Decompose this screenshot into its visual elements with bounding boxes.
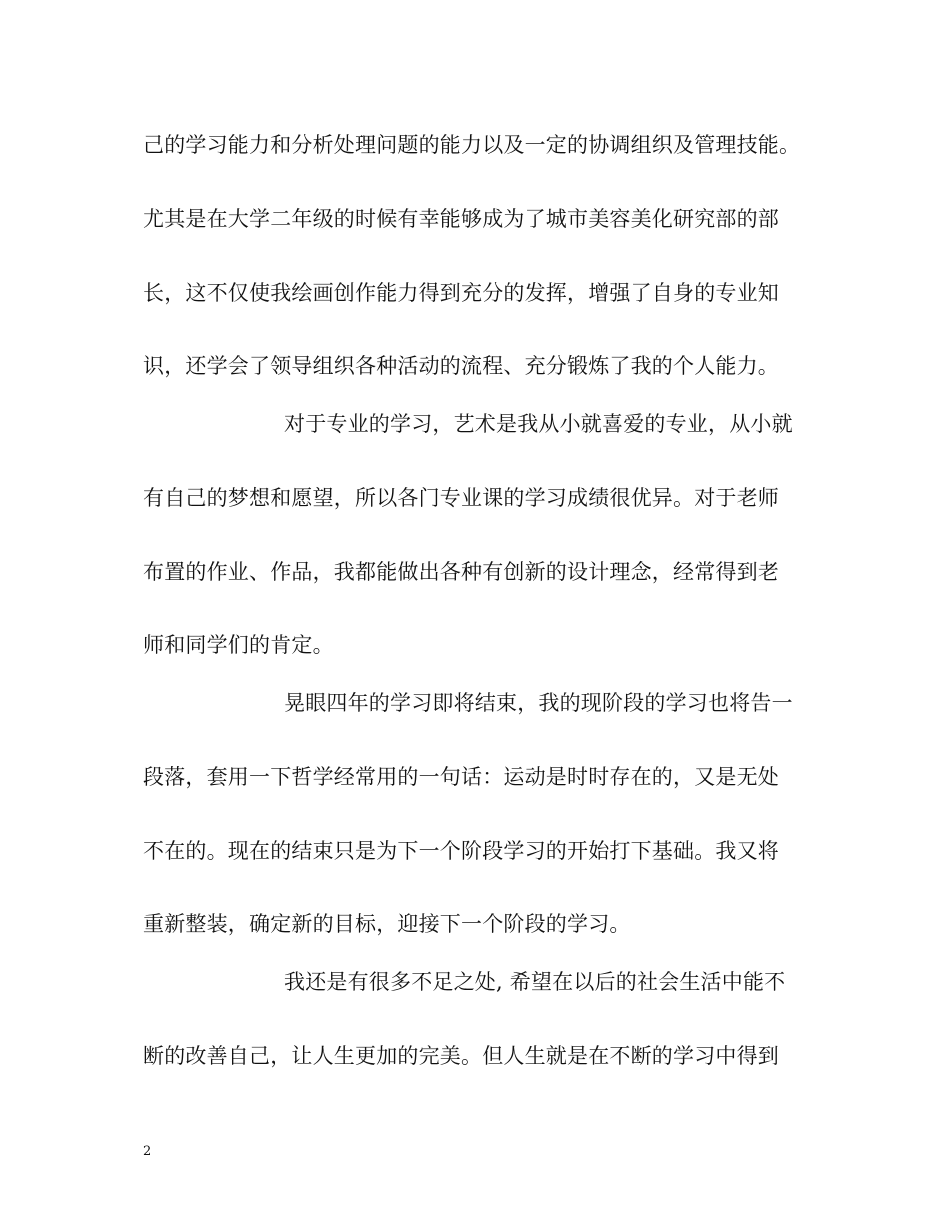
text-line: 有自己的梦想和愿望，所以各门专业课的学习成绩很优异。对于老师: [143, 486, 779, 510]
text-line: 不在的。现在的结束只是为下一个阶段学习的开始打下基础。我又将: [143, 839, 779, 863]
text-line: 师和同学们的肯定。: [143, 633, 334, 657]
paragraph-first-line: 我还是有很多不足之处, 希望在以后的社会生活中能不: [284, 970, 786, 994]
text-line: 断的改善自己，让人生更加的完美。但人生就是在不断的学习中得到: [143, 1044, 779, 1068]
text-line: 段落，套用一下哲学经常用的一句话：运动是时时存在的，又是无处: [143, 765, 779, 789]
paragraph-first-line: 对于专业的学习，艺术是我从小就喜爱的专业，从小就: [284, 412, 793, 436]
text-line: 长，这不仅使我绘画创作能力得到充分的发挥，增强了自身的专业知: [143, 281, 779, 305]
paragraph-first-line: 晃眼四年的学习即将结束，我的现阶段的学习也将告一: [284, 691, 793, 715]
page-number: 2: [143, 1144, 152, 1159]
text-line: 己的学习能力和分析处理问题的能力以及一定的协调组织及管理技能。: [143, 133, 801, 157]
text-line: 重新整装，确定新的目标，迎接下一个阶段的学习。: [143, 912, 631, 936]
text-line: 识，还学会了领导组织各种活动的流程、充分锻炼了我的个人能力。: [143, 354, 779, 378]
text-line: 布置的作业、作品，我都能做出各种有创新的设计理念，经常得到老: [143, 560, 779, 584]
text-line: 尤其是在大学二年级的时候有幸能够成为了城市美容美化研究部的部: [143, 207, 779, 231]
